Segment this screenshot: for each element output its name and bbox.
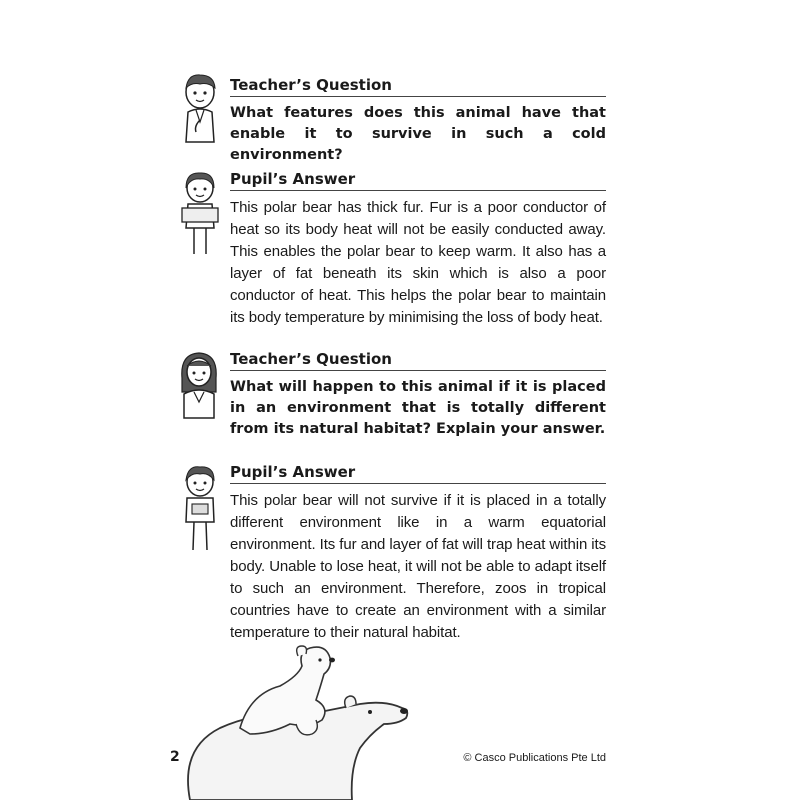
section-heading: Teacher’s Question	[230, 76, 606, 97]
teacher-man-icon	[178, 70, 222, 146]
question-text: What will happen to this animal if it is placed in an environment that is totally different from its natural habitat? Explain your answer.	[230, 379, 606, 437]
answer-text: This polar bear has thick fur. Fur is a poor conductor of heat so its body heat will not be easily conducted away. This enables the polar bear to keep warm. It also has a layer of fat beneath its skin which is also a poor conductor of heat. This helps the polar bear to maintain its body temperature by minimising the loss of body heat.	[230, 199, 606, 326]
section-pupil-answer-1	[230, 170, 606, 329]
question-text: What features does this animal have that enable it to survive in such a cold environment?	[230, 105, 606, 163]
answer-text: This polar bear will not survive if it is placed in a totally different environment like in a warm equatorial environment. Its fur and layer of fat will trap heat within its body. Unable to lose heat, it will not be able to adapt itself to such an environment. Therefore, zoos in tropical countries have to create an environment with a similar temperature to their natural habitat.	[230, 492, 606, 641]
section-heading: Teacher’s Question	[230, 350, 606, 371]
teacher-woman-icon	[176, 348, 222, 422]
section-pupil-answer-2	[230, 463, 606, 644]
section-teacher-question-1	[230, 76, 606, 166]
section-teacher-question-2	[230, 350, 606, 440]
polar-bears-icon	[170, 638, 430, 800]
section-heading: Pupil’s Answer	[230, 463, 606, 484]
pupil-girl-icon	[176, 168, 224, 258]
section-heading: Pupil’s Answer	[230, 170, 606, 191]
copyright-text: © Casco Publications Pte Ltd	[463, 752, 606, 764]
page-number: 2	[170, 749, 180, 765]
pupil-boy-icon	[178, 462, 222, 554]
